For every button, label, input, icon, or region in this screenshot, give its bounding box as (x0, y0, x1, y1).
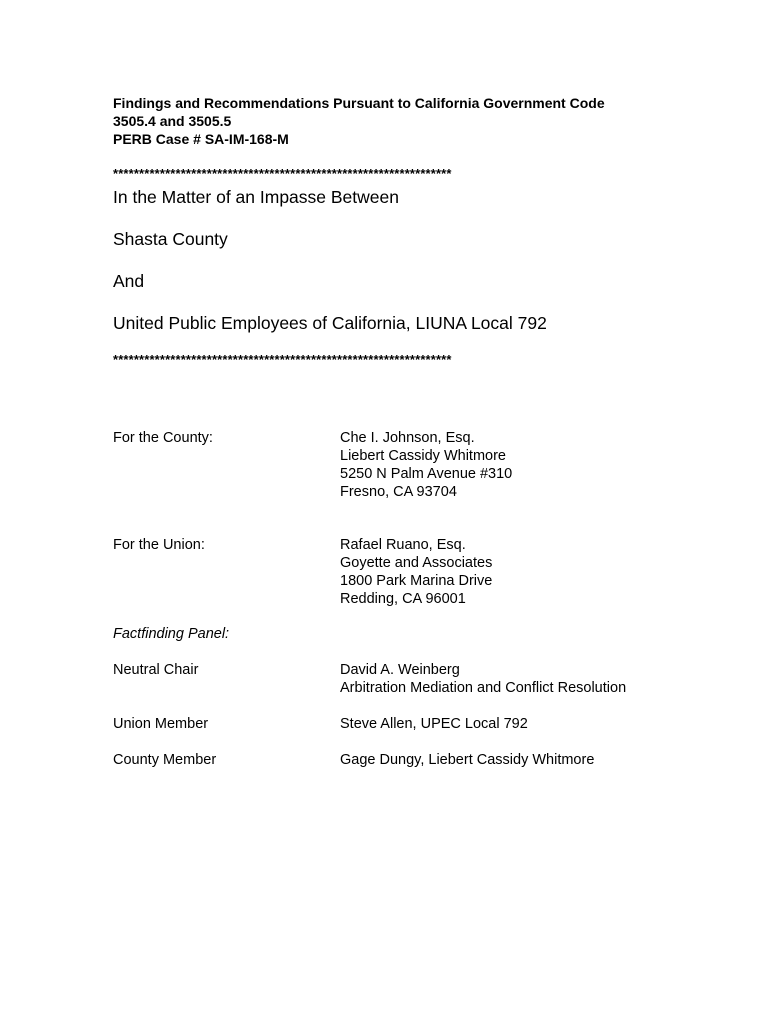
county-representative-label: For the County: (113, 430, 213, 446)
neutral-chair-name: David A. Weinberg (340, 662, 460, 678)
neutral-chair-label: Neutral Chair (113, 662, 199, 678)
document-title-line-1: Findings and Recommendations Pursuant to California Government Code (113, 95, 605, 111)
union-member-label: Union Member (113, 716, 209, 732)
party-two: United Public Employees of California, LIUNA Local 792 (113, 313, 547, 333)
county-representative-name: Che I. Johnson, Esq. (340, 430, 475, 446)
union-representative-city: Redding, CA 96001 (340, 591, 466, 607)
county-member-label: County Member (113, 752, 217, 768)
conjunction: And (113, 271, 145, 291)
union-representative-street: 1800 Park Marina Drive (340, 573, 493, 589)
county-representative-city: Fresno, CA 93704 (340, 484, 457, 500)
union-representative-label: For the Union: (113, 537, 205, 553)
party-one: Shasta County (113, 229, 228, 249)
union-representative-name: Rafael Ruano, Esq. (340, 537, 466, 553)
county-representative-street: 5250 N Palm Avenue #310 (340, 466, 513, 482)
document-title-line-2: 3505.4 and 3505.5 (113, 113, 232, 129)
county-member-value: Gage Dungy, Liebert Cassidy Whitmore (340, 752, 595, 768)
separator-top: ***************************************************************** (113, 166, 452, 181)
county-representative-firm: Liebert Cassidy Whitmore (340, 448, 506, 464)
separator-bottom: ***************************************************************** (113, 352, 452, 367)
union-member-value: Steve Allen, UPEC Local 792 (340, 716, 528, 732)
neutral-chair-organization: Arbitration Mediation and Conflict Resolution (340, 680, 627, 696)
matter-intro: In the Matter of an Impasse Between (113, 187, 399, 207)
case-number: PERB Case # SA-IM-168-M (113, 131, 289, 147)
union-representative-firm: Goyette and Associates (340, 555, 493, 571)
factfinding-panel-heading: Factfinding Panel: (113, 626, 230, 642)
